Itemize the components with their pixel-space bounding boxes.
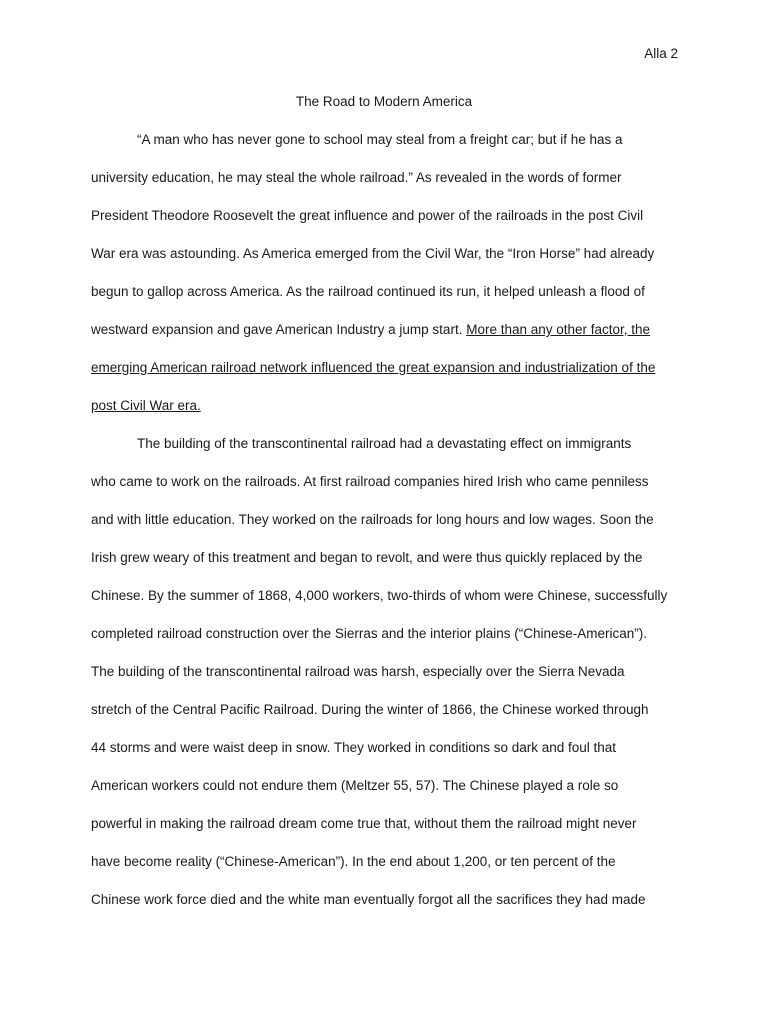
thesis-underlined-text: More than any other factor, the [466,322,651,337]
text-line [91,396,691,434]
text-line [91,168,691,206]
text-line [91,206,691,244]
text-line-content: Chinese. By the summer of 1868, 4,000 workers, two-thirds of whom were Chinese, successfully [91,588,668,603]
text-line-content: War era was astounding. As America emerged from the Civil War, the “Iron Horse” had already [91,246,655,261]
text-line [91,776,691,814]
text-line [91,244,691,282]
text-line-content: The building of the transcontinental railroad had a devastating effect on immigrants [137,436,632,451]
text-line-content: begun to gallop across America. As the railroad continued its run, it helped unleash a flood of [91,284,645,299]
thesis-underlined-text: emerging American railroad network influenced the great expansion and industrialization of the [91,360,656,375]
text-line-content: completed railroad construction over the Sierras and the interior plains (“Chinese-American”). [91,626,647,641]
essay-body [91,130,691,928]
page-header: Alla 2 [644,46,678,61]
text-line [91,472,691,510]
text-line [91,358,691,396]
text-line [91,738,691,776]
text-line-content: who came to work on the railroads. At first railroad companies hired Irish who came penniless [91,474,649,489]
text-line [91,434,691,472]
text-line-content: stretch of the Central Pacific Railroad. During the winter of 1866, the Chinese worked through [91,702,649,717]
text-line [91,852,691,890]
text-line [91,548,691,586]
text-line [91,814,691,852]
text-line-content: Irish grew weary of this treatment and began to revolt, and were thus quickly replaced by the [91,550,643,565]
text-line-content: westward expansion and gave American Industry a jump start. [91,322,467,337]
text-line-content: The building of the transcontinental railroad was harsh, especially over the Sierra Nevada [91,664,625,679]
text-line [91,586,691,624]
text-line-content: have become reality (“Chinese-American”). In the end about 1,200, or ten percent of the [91,854,616,869]
thesis-underlined-text: post Civil War era. [91,398,201,413]
text-line-content: powerful in making the railroad dream come true that, without them the railroad might never [91,816,637,831]
text-line [91,510,691,548]
text-line-content: Chinese work force died and the white man eventually forgot all the sacrifices they had made [91,892,646,907]
text-line-content: “A man who has never gone to school may steal from a freight car; but if he has a [137,132,623,147]
text-line-content: university education, he may steal the whole railroad.” As revealed in the words of former [91,170,622,185]
text-line [91,662,691,700]
text-line [91,282,691,320]
text-line [91,130,691,168]
text-line [91,700,691,738]
text-line-content: and with little education. They worked on the railroads for long hours and low wages. Soon the [91,512,654,527]
essay-title: The Road to Modern America [295,94,473,109]
text-line [91,890,691,928]
text-line [91,624,691,662]
text-line-content: American workers could not endure them (Meltzer 55, 57). The Chinese played a role so [91,778,619,793]
text-line-content: President Theodore Roosevelt the great influence and power of the railroads in the post Civil [91,208,644,223]
text-line [91,320,691,358]
text-line-content: 44 storms and were waist deep in snow. They worked in conditions so dark and foul that [91,740,617,755]
